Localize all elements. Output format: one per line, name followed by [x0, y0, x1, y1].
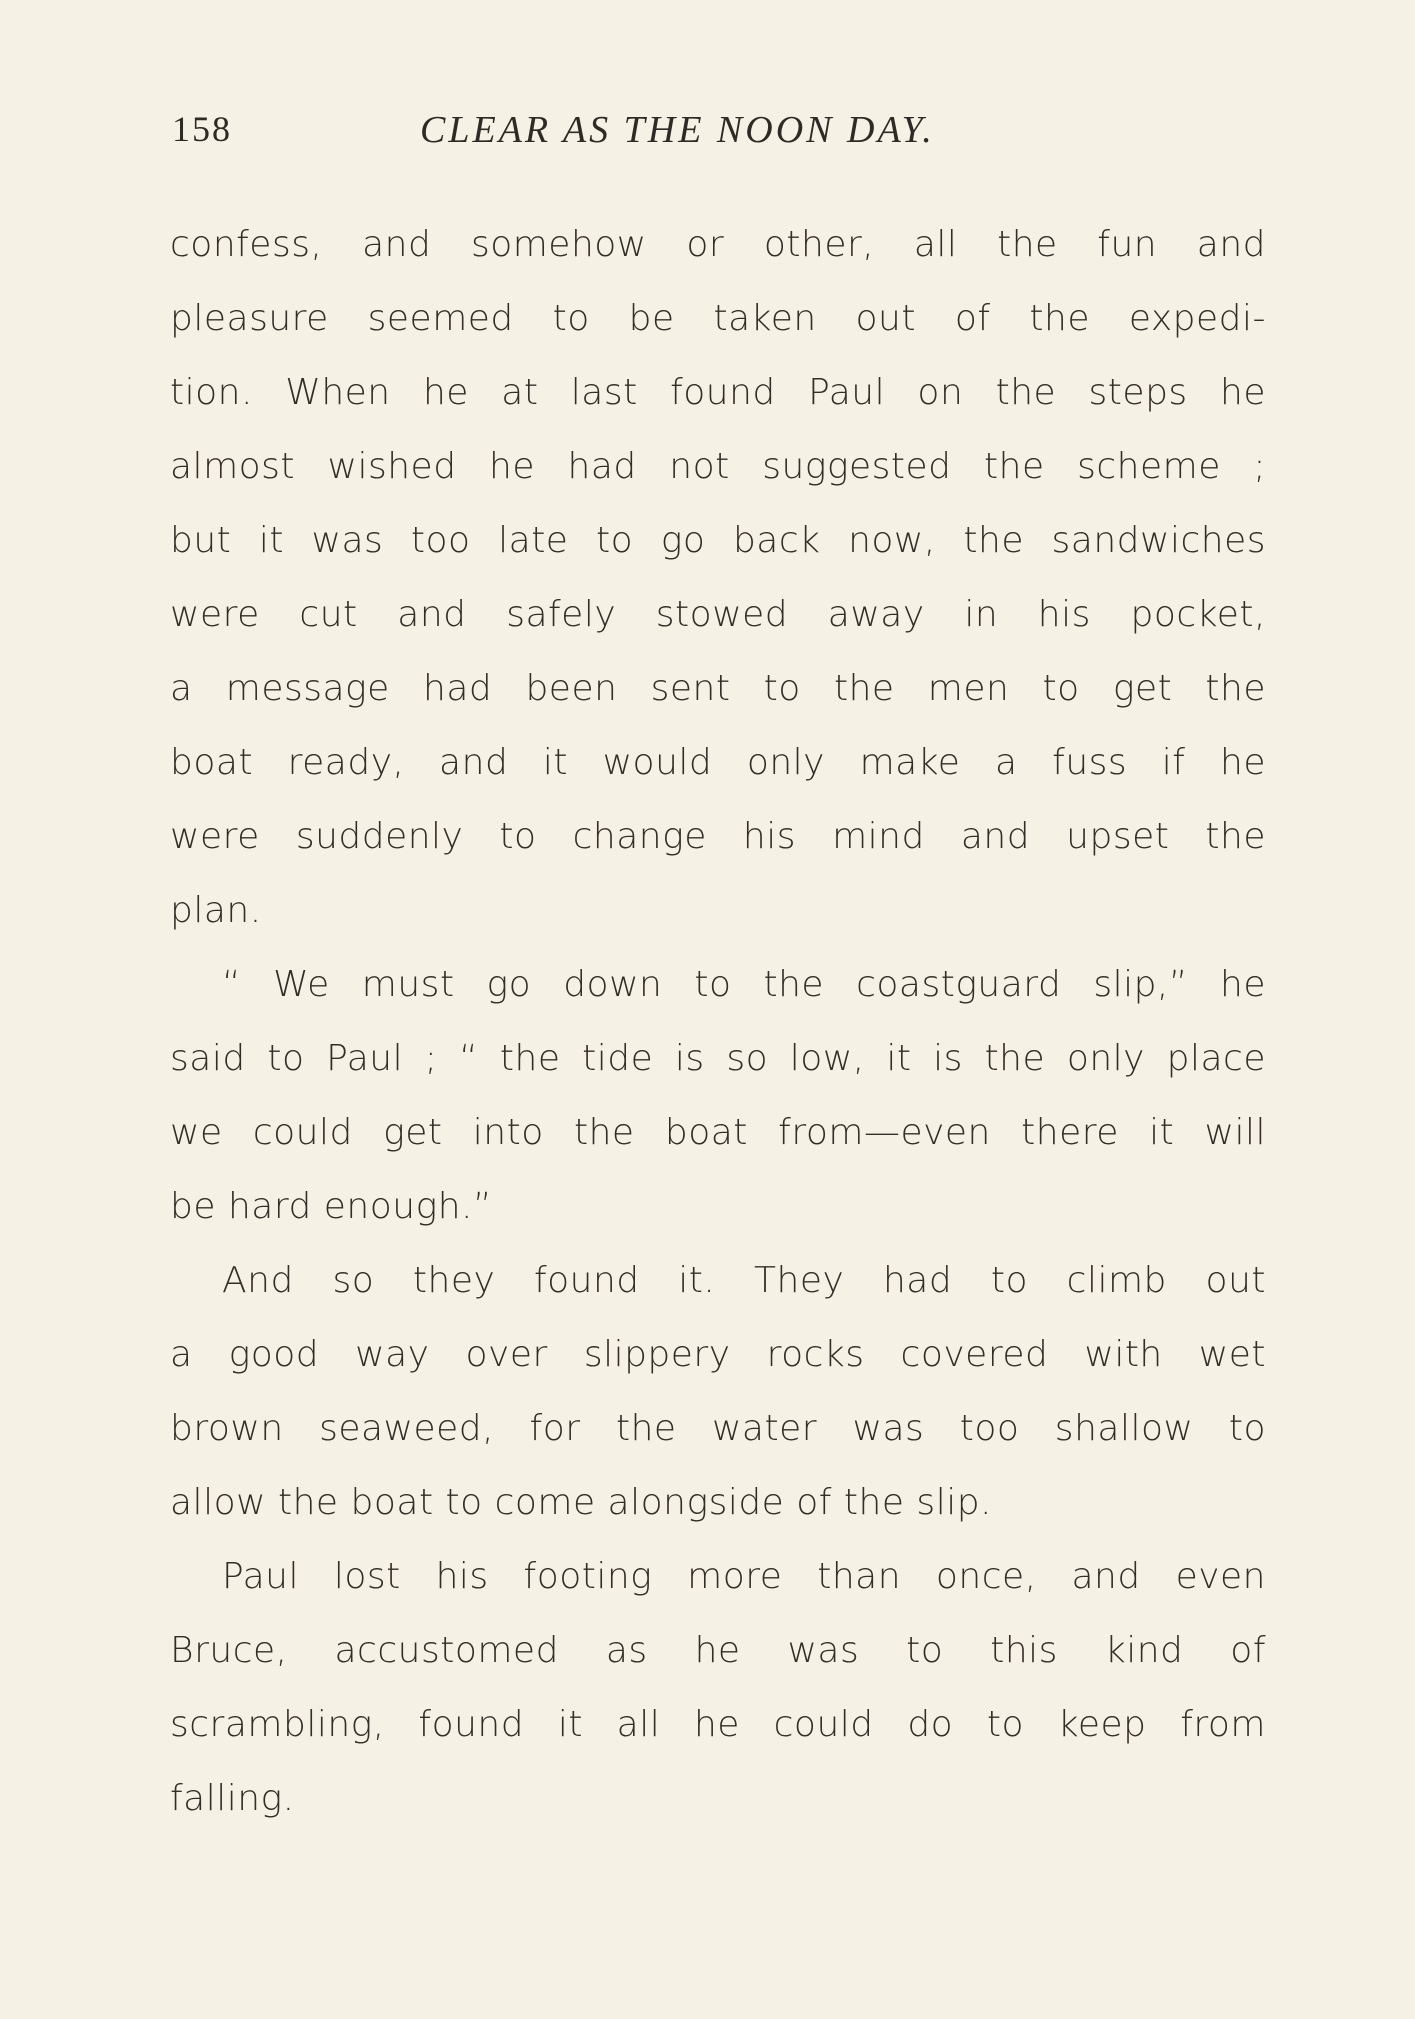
- text-line: Paul lost his footing more than once, and even: [222, 1556, 1266, 1597]
- text-line: we could get into the boat from—even there it will: [170, 1112, 1266, 1153]
- body-text: [170, 208, 1266, 1836]
- page-number: 158: [172, 109, 232, 149]
- text-line: pleasure seemed to be taken out of the expedi-: [170, 298, 1266, 339]
- text-line: almost wished he had not suggested the scheme ;: [170, 446, 1266, 487]
- text-line: plan.: [170, 890, 262, 931]
- text-line: said to Paul ; “ the tide is so low, it is the only place: [170, 1038, 1266, 1079]
- text-line: a good way over slippery rocks covered with wet: [170, 1334, 1266, 1375]
- text-line: brown seaweed, for the water was too shallow to: [170, 1408, 1266, 1449]
- text-line: falling.: [170, 1778, 295, 1819]
- text-line: a message had been sent to the men to get the: [170, 668, 1266, 709]
- text-line: were suddenly to change his mind and upset the: [170, 816, 1266, 857]
- text-line: be hard enough.”: [170, 1186, 493, 1227]
- running-title: CLEAR AS THE NOON DAY.: [420, 109, 935, 151]
- text-line: And so they found it. They had to climb out: [222, 1260, 1266, 1301]
- text-line: tion. When he at last found Paul on the steps he: [170, 372, 1266, 413]
- text-line: Bruce, accustomed as he was to this kind of: [170, 1630, 1266, 1671]
- running-head: [172, 108, 1272, 168]
- text-line: were cut and safely stowed away in his pocket,: [170, 594, 1266, 635]
- text-line: “ We must go down to the coastguard slip,” he: [222, 964, 1266, 1005]
- text-line: confess, and somehow or other, all the fun and: [170, 224, 1266, 265]
- text-line: allow the boat to come alongside of the slip.: [170, 1482, 992, 1523]
- text-line: scrambling, found it all he could do to keep from: [170, 1704, 1266, 1745]
- text-line: but it was too late to go back now, the sandwiches: [170, 520, 1266, 561]
- text-line: boat ready, and it would only make a fuss if he: [170, 742, 1266, 783]
